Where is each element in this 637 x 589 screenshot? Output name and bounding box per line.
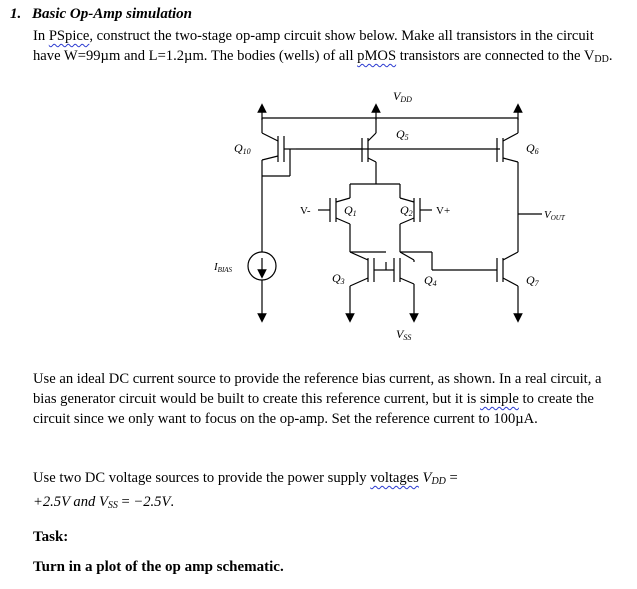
bias-paragraph — [33, 369, 623, 429]
vout-label: VOUT — [544, 209, 565, 222]
intro-text-c: transistors are connected to the V — [396, 48, 595, 64]
intro-vdd-sub: DD — [594, 54, 609, 65]
bias-text-b: to create the circuit since we only want to focus on the op-amp. Set the reference current to 100µA. — [33, 391, 594, 427]
pmos-word: pMOS — [357, 48, 397, 64]
q3-label: Q3 — [332, 271, 345, 286]
vss-label: VSS — [396, 327, 412, 342]
ibias-label: IBIAS — [214, 261, 233, 274]
vplus-label: V+ — [436, 205, 451, 217]
problem-title: Basic Op-Amp simulation — [32, 6, 193, 22]
task-label: Task: — [33, 529, 69, 545]
vdd-value: +2.5V — [33, 494, 70, 510]
vdd-symbol-sub: DD — [431, 476, 446, 487]
q5-label: Q5 — [396, 127, 409, 142]
intro-text-b: , construct the two-stage op-amp circuit show below. Make all transistors in the circuit have W=99µm and L=1.2µm. The bodies (wells) of all — [33, 28, 594, 64]
q2-label: Q2 — [400, 203, 413, 218]
intro-text-a: In — [33, 28, 49, 44]
supply-eq-2: = — [117, 494, 134, 510]
supply-paragraph — [33, 468, 623, 516]
and-word: and — [69, 494, 99, 510]
op-amp-schematic — [200, 86, 600, 348]
vss-symbol: V — [98, 494, 108, 510]
supply-text-a: Use two DC voltage sources to provide the power supply — [33, 470, 371, 486]
q10-label: Q10 — [234, 141, 251, 156]
supply-eq-1: = — [445, 470, 458, 486]
vss-value: −2.5V — [133, 494, 171, 510]
q1-label: Q1 — [344, 203, 357, 218]
bias-text-a: Use an ideal DC current source to provide the reference bias current, as shown. In a real circuit, a bias generator circuit would be built to create this reference current, but it is — [33, 371, 602, 407]
problem-heading — [10, 6, 192, 23]
vss-symbol-sub: SS — [107, 500, 118, 511]
problem-number: 1. — [10, 6, 22, 22]
q6-label: Q6 — [526, 141, 539, 156]
voltages-word: voltages — [370, 470, 419, 486]
q4-label: Q4 — [424, 273, 437, 288]
task-text: Turn in a plot of the op amp schematic. — [33, 559, 284, 575]
q7-label: Q7 — [526, 273, 539, 288]
vdd-symbol: V — [422, 470, 432, 486]
pspice-word: PSpice — [48, 28, 90, 44]
vminus-label: V- — [300, 205, 311, 217]
intro-paragraph — [33, 26, 623, 70]
vdd-label: VDD — [393, 89, 412, 104]
simple-word: simple — [479, 391, 519, 407]
supply-text-end: . — [170, 494, 175, 510]
intro-text-end: . — [608, 48, 613, 64]
